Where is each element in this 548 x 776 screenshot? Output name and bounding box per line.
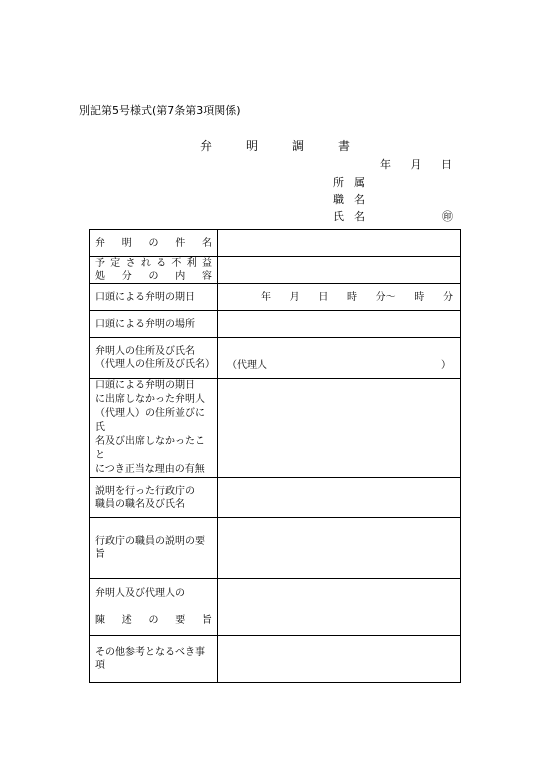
label-line: 弁明人及び代理人の bbox=[95, 588, 185, 599]
statement-summary-value bbox=[218, 579, 461, 636]
form-number: 別記第5号様式(第7条第3項関係) bbox=[79, 104, 241, 117]
label-line: につき正当な理由の有無 bbox=[95, 464, 205, 475]
table-row bbox=[90, 379, 461, 478]
label-line: に出席しなかった弁明人 bbox=[95, 394, 205, 405]
label-char: 不 bbox=[171, 258, 182, 269]
time-part: 時 bbox=[346, 291, 357, 303]
table-row bbox=[90, 338, 461, 379]
position-label bbox=[333, 191, 365, 207]
label-char: 要 bbox=[175, 615, 186, 626]
title-char: 明 bbox=[245, 139, 258, 153]
name-char: 氏 bbox=[333, 210, 344, 223]
label-char: れ bbox=[140, 258, 151, 269]
affiliation-char: 所 bbox=[333, 176, 344, 189]
agent-close: ） bbox=[441, 360, 451, 371]
respondent-address-label bbox=[90, 338, 218, 379]
table-row bbox=[90, 478, 461, 518]
label-line: 口頭による弁明の期日 bbox=[95, 380, 195, 391]
label-line: 職員の職名及び氏名 bbox=[95, 498, 185, 510]
table-row bbox=[90, 257, 461, 284]
planned-disposition-label bbox=[90, 257, 218, 284]
label-char: 件 bbox=[175, 237, 186, 249]
absence-reason-value bbox=[218, 379, 461, 478]
label-char: 明 bbox=[121, 237, 132, 249]
label-line: 説明を行った行政庁の bbox=[95, 485, 195, 497]
label-char: 旨 bbox=[202, 615, 212, 626]
table-row bbox=[90, 579, 461, 636]
official-name-label bbox=[90, 478, 218, 518]
label-char: の bbox=[148, 271, 159, 282]
year-label: 年 bbox=[380, 158, 391, 171]
case-name-label bbox=[90, 230, 218, 257]
label-char: 益 bbox=[201, 258, 212, 269]
label-line: 弁明人の住所及び氏名 bbox=[95, 346, 195, 357]
table-row bbox=[90, 518, 461, 579]
time-part: 年 bbox=[261, 291, 271, 303]
hearing-place-value bbox=[218, 311, 461, 338]
label-char: 予 bbox=[95, 258, 105, 269]
time-part: 日 bbox=[318, 291, 329, 303]
planned-disposition-value bbox=[218, 257, 461, 284]
seal-mark: ㊞ bbox=[442, 210, 453, 223]
table-row bbox=[90, 230, 461, 257]
absence-reason-label bbox=[90, 379, 218, 478]
title-char: 調 bbox=[291, 139, 304, 153]
label-char: の bbox=[148, 615, 159, 626]
hearing-date-label: 口頭による弁明の期日 bbox=[90, 284, 218, 311]
title-char: 書 bbox=[337, 139, 350, 153]
position-char: 職 bbox=[333, 193, 344, 206]
agent-open: （代理人 bbox=[227, 360, 267, 371]
date-line bbox=[380, 156, 452, 172]
label-char: さ bbox=[125, 258, 136, 269]
day-label: 日 bbox=[441, 158, 452, 171]
month-label: 月 bbox=[410, 158, 422, 171]
label-char: 利 bbox=[186, 258, 197, 269]
label-char: 陳 bbox=[95, 615, 105, 626]
position-char: 名 bbox=[354, 193, 365, 206]
table-row bbox=[90, 311, 461, 338]
hearing-date-value bbox=[218, 284, 461, 311]
label-char: 定 bbox=[110, 258, 121, 269]
explanation-summary-label: 行政庁の職員の説明の要旨 bbox=[90, 518, 218, 579]
label-char: 内 bbox=[175, 271, 186, 282]
table-row bbox=[90, 284, 461, 311]
time-part: 時 bbox=[414, 291, 425, 303]
other-notes-value bbox=[218, 636, 461, 683]
time-part: 分〜 bbox=[375, 291, 396, 303]
name-label bbox=[333, 208, 365, 224]
label-char: 述 bbox=[121, 615, 132, 626]
name-char: 名 bbox=[354, 210, 365, 223]
official-name-value bbox=[218, 478, 461, 518]
table-row bbox=[90, 636, 461, 683]
document-title bbox=[200, 137, 350, 154]
other-notes-label: その他参考となるべき事項 bbox=[90, 636, 218, 683]
case-name-value bbox=[218, 230, 461, 257]
label-line: 名及び出席しなかったこと bbox=[95, 436, 205, 461]
label-char: 容 bbox=[202, 271, 212, 282]
respondent-address-value bbox=[218, 338, 461, 379]
label-char: の bbox=[148, 237, 159, 249]
label-line: （代理人の住所及び氏名） bbox=[95, 359, 215, 370]
label-line: （代理人）の住所並びに氏 bbox=[95, 408, 205, 433]
affiliation-label bbox=[333, 174, 365, 190]
label-char: 名 bbox=[202, 237, 212, 249]
explanation-summary-value bbox=[218, 518, 461, 579]
label-char: 分 bbox=[121, 271, 132, 282]
label-char: 弁 bbox=[95, 237, 105, 249]
statement-summary-label bbox=[90, 579, 218, 636]
label-char: 処 bbox=[95, 271, 105, 282]
label-char: る bbox=[156, 258, 167, 269]
affiliation-char: 属 bbox=[354, 176, 365, 189]
time-part: 月 bbox=[289, 291, 300, 303]
title-char: 弁 bbox=[200, 139, 213, 153]
hearing-place-label: 口頭による弁明の場所 bbox=[90, 311, 218, 338]
time-part: 分 bbox=[442, 291, 453, 303]
hearing-record-table bbox=[89, 229, 461, 683]
